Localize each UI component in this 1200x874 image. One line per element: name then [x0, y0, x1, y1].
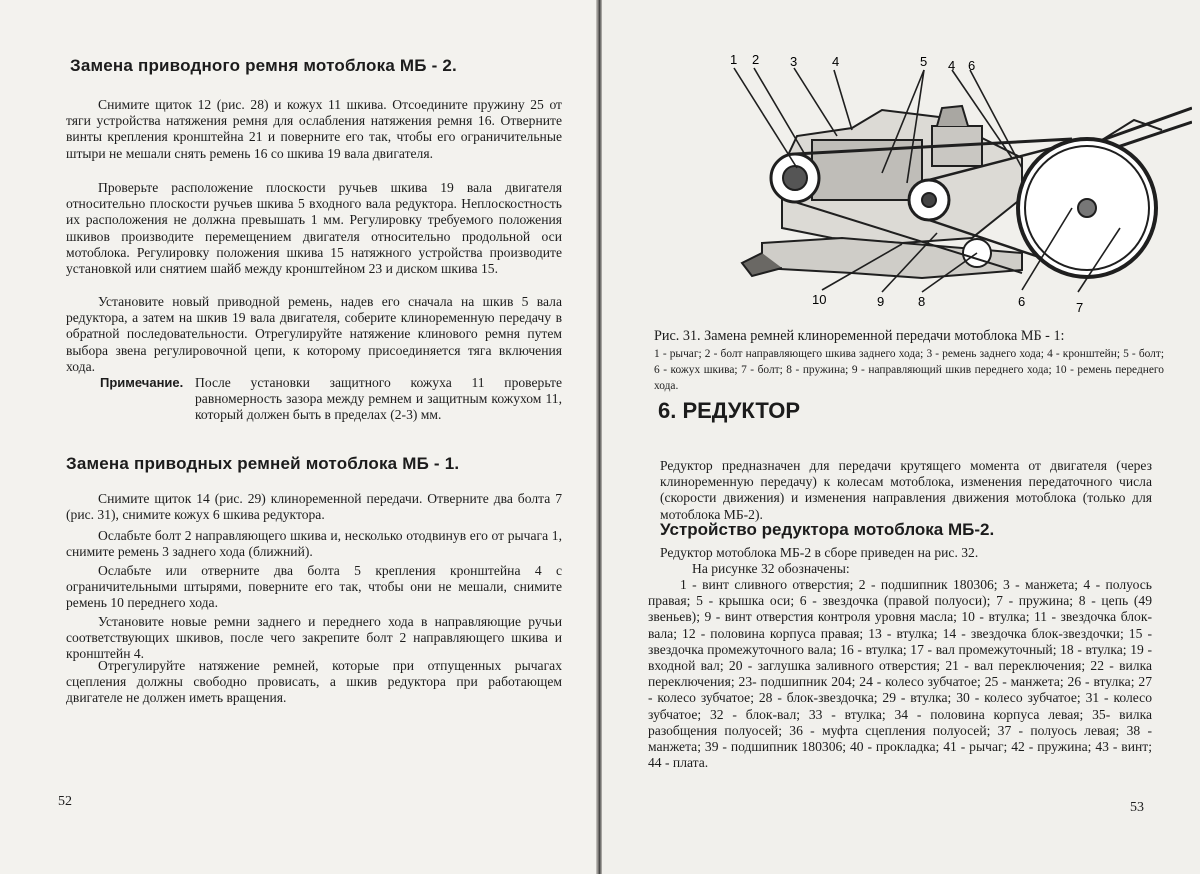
note-label: Примечание. [100, 375, 184, 390]
right-page [602, 0, 1200, 874]
section-title-mb2: Замена приводного ремня мотоблока МБ - 2. [70, 56, 457, 75]
fig-label: 4 [948, 58, 956, 73]
fig-label: 9 [877, 294, 885, 309]
reducer-parts-legend: 1 - винт сливного отверстия; 2 - подшипник 180306; 3 - манжета; 4 - полуось правая; 5 - крышка оси; 6 - звездочка (правой полуоси); 7 - пружина; 8 - цепь (49 звеньев); 9 - винт отверстия контроля уровня масла; 10 - втулка; 11 - звездочка блок-вала; 12 - половина корпуса правая; 13 - втулка; 14 - звездочка блок-звездочки; 15 - звездочка промежуточного вала; 16 - втулка; 17 - вал промежуточный; 18 - втулка; 19 - входной вал; 20 - заглушка заливного отверстия; 21 - вал переключения; 22 - вилка переключения; 23- подшипник 204; 24 - колесо зубчатое; 25 - манжета; 26 - втулка; 27 - колесо зубчатое; 28 - блок-звездочка; 29 - втулка; 30 - колесо зубчатое; 31 - колесо зубчатое; 32 - блок-вал; 33 - втулка; 34 - половина корпуса левая; 35- вилка разобщения полуосей; 36 - муфта сцепления полуосей; 37 - полуось левая; 38 - манжета; 39 - подшипник 180306; 40 - прокладка; 41 - рычаг; 42 - пружина; 43 - винт; 44 - плата. [648, 577, 1152, 771]
note-text: После установки защитного кожуха 11 проверьте равномерность зазора между ремнем и защитным кожухом 11, который должен быть в пределах (2-3) мм. [195, 375, 562, 423]
fig-label: 4 [832, 54, 840, 69]
chapter-title: 6. РЕДУКТОР [658, 398, 801, 423]
paragraph: Редуктор предназначен для передачи крутящего момента от двигателя (через клиноременную передачу) к колесам мотоблока, изменения передаточного числа (скорости движения) и изменения направления движения мотоблока (только для мотоблока МБ-2). [660, 458, 1152, 522]
page-number: 52 [58, 794, 72, 809]
paragraph: Отрегулируйте натяжение ремней, которые при отпущенных рычагах сцепления должны свободно провисать, а шкив редуктора при работающем двигателе не должен иметь вращения. [66, 658, 562, 706]
fig-label: 10 [812, 292, 827, 307]
paragraph: Снимите щиток 14 (рис. 29) клиноременной передачи. Отверните два болта 7 (рис. 31), снимите кожух 6 шкива редуктора. [66, 491, 562, 523]
fig-label: 8 [918, 294, 926, 309]
fig-label: 1 [730, 52, 738, 67]
fig-label: 3 [790, 54, 798, 69]
figure-caption-legend: 1 - рычаг; 2 - болт направляющего шкива заднего хода; 3 - ремень заднего хода; 4 - кронштейн; 5 - болт; 6 - кожух шкива; 7 - болт; 8 - пружина; 9 - направляющий шкив переднего хода; 10 - ремень переднего хода. [654, 348, 1164, 392]
paragraph: Снимите щиток 12 (рис. 28) и кожух 11 шкива. Отсоедините пружину 25 от тяги устройства натяжения ремня для ослабления натяжения ремня 16. Отверните винты крепления кронштейна 21 и поверните его так, чтобы его ограничительные штыри не мешали снять ремень 16 со шкива 19 вала двигателя. [66, 97, 562, 161]
paragraph: Ослабьте или отверните два болта 5 крепления кронштейна 4 с ограничительными штырями, поверните его так, чтобы они не мешали, снимите ремень 10 переднего хода. [66, 563, 562, 611]
belt-drive-illustration [722, 48, 1192, 320]
fig-label: 5 [920, 54, 928, 69]
fig-label: 6 [1018, 294, 1026, 309]
paragraph: Установите новые ремни заднего и переднего хода в направляющие ручьи соответствующих шкивов, после чего закрепите болт 2 направляющего шкива и кронштейн 4. [66, 614, 562, 662]
paragraph: Ослабьте болт 2 направляющего шкива и, несколько отодвинув его от рычага 1, снимите ремень 3 заднего хода (ближний). [66, 528, 562, 560]
paragraph: Редуктор мотоблока МБ-2 в сборе приведен на рис. 32. [660, 545, 979, 560]
left-page [0, 0, 596, 874]
paragraph: На рисунке 32 обозначены: [692, 561, 850, 576]
paragraph: Проверьте расположение плоскости ручьев шкива 19 вала двигателя относительно плоскости ручьев шкива 5 входного вала редуктора. Неплоскостность их расположения не должна превышать 1 мм. Регулировку требуемого положения шкивов производите перемещением двигателя относительно продольной оси мотоблока. Регулировку положения шкива 15 натяжного устройства производите установкой или снятием шайб между кронштейном 23 и диском шкива 15. [66, 180, 562, 277]
fig-label: 2 [752, 52, 760, 67]
page-number: 53 [1130, 800, 1144, 815]
paragraph: Установите новый приводной ремень, надев его сначала на шкив 5 вала редуктора, а затем на шкив 19 вала двигателя, соберите клиноременную передачу в обратной последовательности. Отрегулируйте натяжение клинового ремня путем выбора звена регулировочной цепи, к которому присоединяется тяга включения хода. [66, 294, 562, 374]
subsection-title: Устройство редуктора мотоблока МБ-2. [660, 520, 995, 539]
fig-label: 7 [1076, 300, 1084, 315]
figure-31 [722, 48, 1192, 320]
section-title-mb1: Замена приводных ремней мотоблока МБ - 1. [66, 454, 460, 473]
fig-label: 6 [968, 58, 976, 73]
figure-caption-title: Рис. 31. Замена ремней клиноременной передачи мотоблока МБ - 1: [654, 328, 1065, 344]
